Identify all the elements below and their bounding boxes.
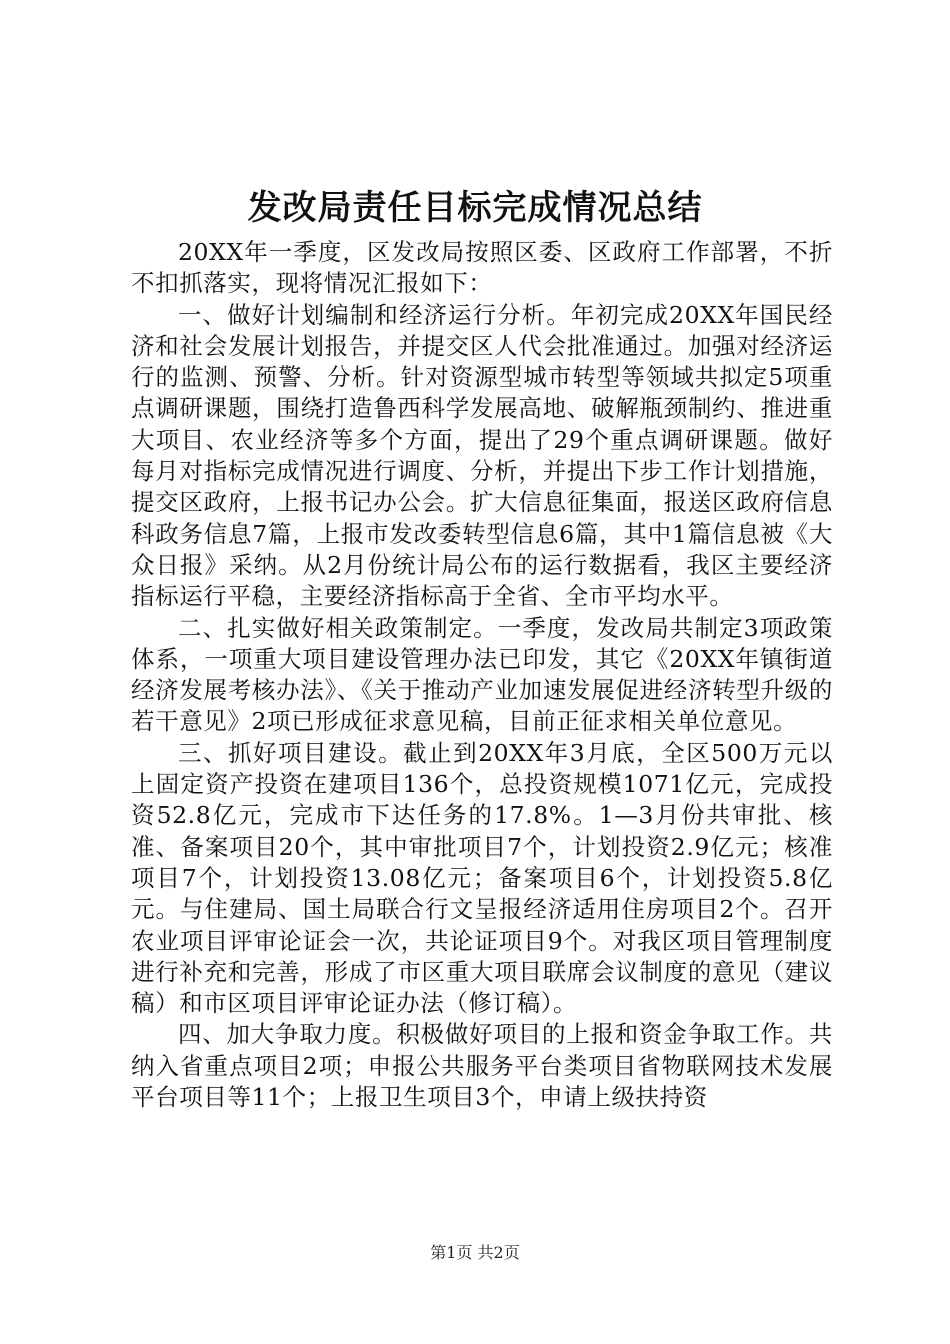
- document-body: [131, 237, 833, 1113]
- paragraph-section-3: 三、抓好项目建设。截止到20XX年3月底，全区500万元以上固定资产投资在建项目136个，总投资规模1071亿元，完成投资52.8亿元，完成市下达任务的17.8%。1—3月份共审批、核准、备案项目20个，其中审批项目7个，计划投资2.9亿元；核准项目7个，计划投资13.08亿元；备案项目6个，计划投资5.8亿元。与住建局、国土局联合行文呈报经济适用住房项目2个。召开农业项目评审论证会一次，共论证项目9个。对我区项目管理制度进行补充和完善，形成了市区重大项目联席会议制度的意见（建议稿）和市区项目评审论证办法（修订稿）。: [131, 738, 833, 1018]
- paragraph-section-4: 四、加大争取力度。积极做好项目的上报和资金争取工作。共纳入省重点项目2项；申报公共服务平台类项目省物联网技术发展平台项目等11个；上报卫生项目3个，申请上级扶持资: [131, 1020, 833, 1112]
- paragraph-section-1: 一、做好计划编制和经济运行分析。年初完成20XX年国民经济和社会发展计划报告，并提交区人代会批准通过。加强对经济运行的监测、预警、分析。针对资源型城市转型等领域共拟定5项重点调研课题，围绕打造鲁西科学发展高地、破解瓶颈制约、推进重大项目、农业经济等多个方面，提出了29个重点调研课题。做好每月对指标完成情况进行调度、分析，并提出下步工作计划措施，提交区政府，上报书记办公会。扩大信息征集面，报送区政府信息科政务信息7篇，上报市发改委转型信息6篇，其中1篇信息被《大众日报》采纳。从2月份统计局公布的运行数据看，我区主要经济指标运行平稳，主要经济指标高于全省、全市平均水平。: [131, 300, 833, 611]
- paragraph-section-2: 二、扎实做好相关政策制定。一季度，发改局共制定3项政策体系，一项重大项目建设管理办法已印发，其它《20XX年镇街道经济发展考核办法》、《关于推动产业加速发展促进经济转型升级的若干意见》2项已形成征求意见稿，目前正征求相关单位意见。: [131, 613, 833, 736]
- page-number-footer: 第1页 共2页: [430, 1243, 520, 1262]
- document-title: 发改局责任目标完成情况总结: [247, 188, 703, 228]
- paragraph-intro: 20XX年一季度，区发改局按照区委、区政府工作部署，不折不扣抓落实，现将情况汇报如下：: [131, 238, 833, 298]
